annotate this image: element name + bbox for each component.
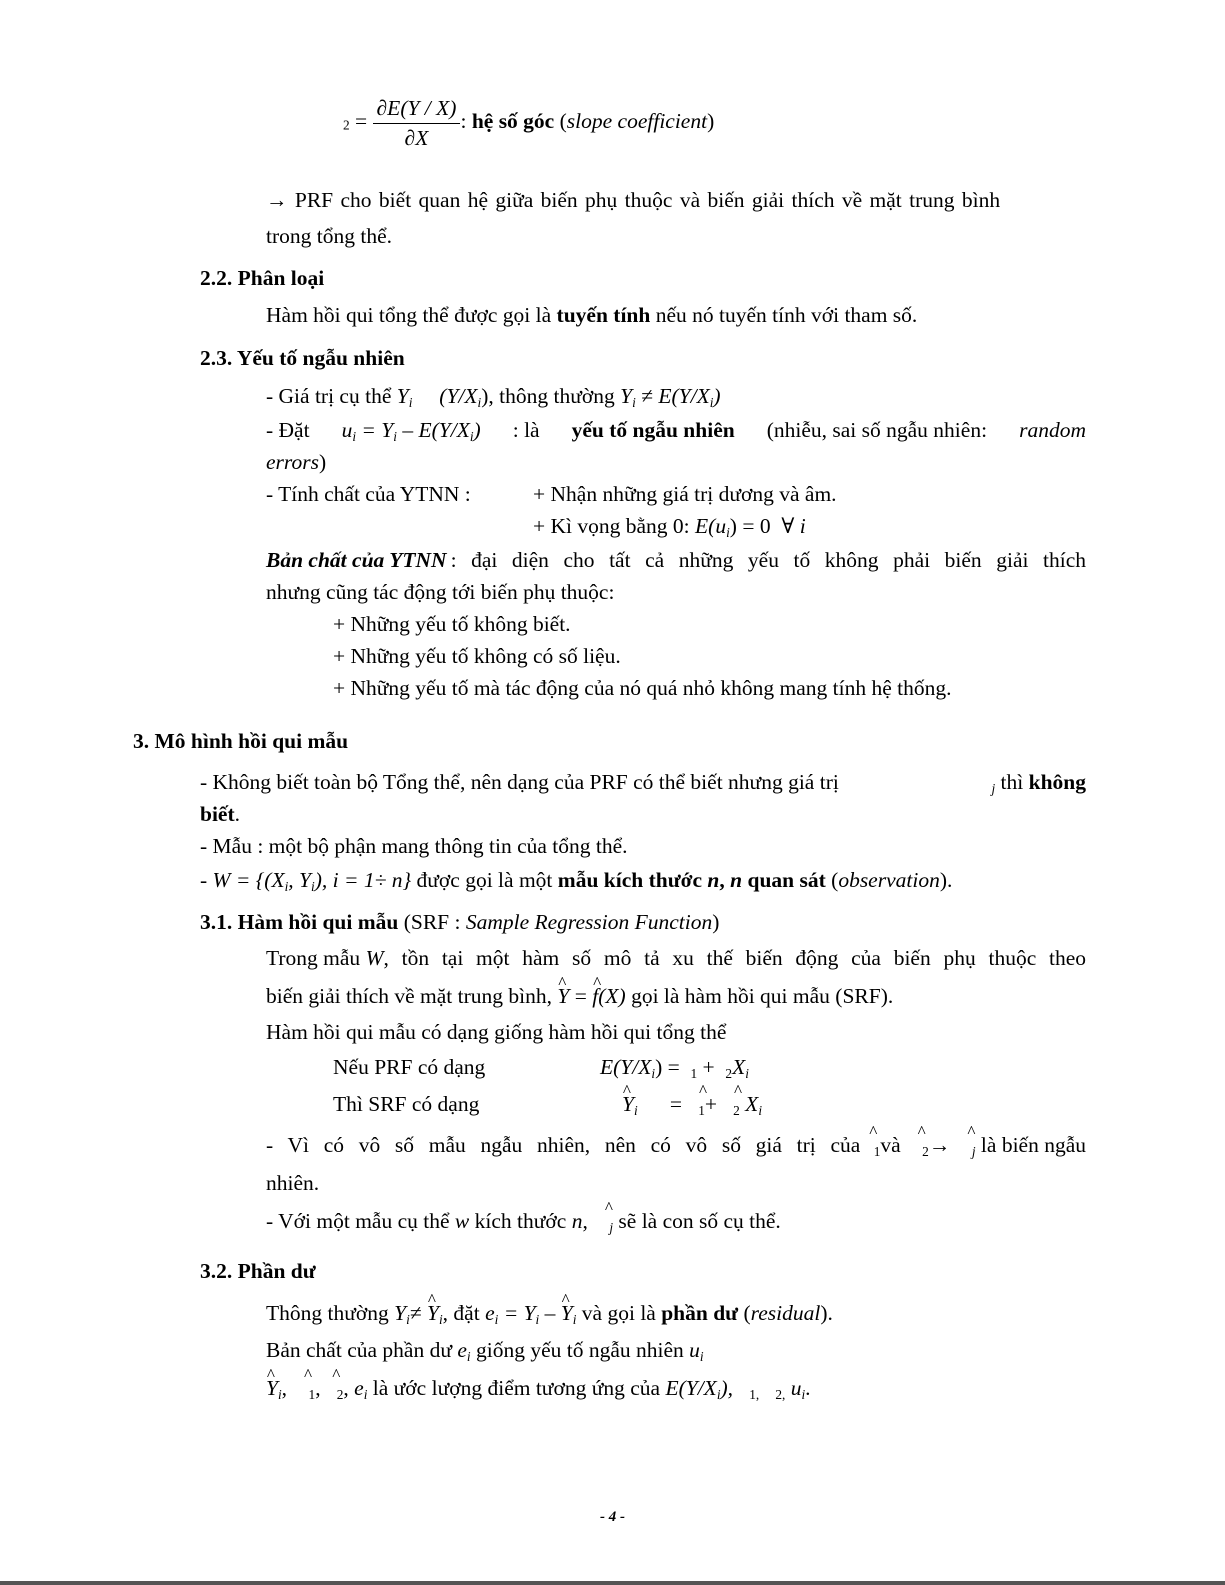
r1-sub3: i (632, 394, 636, 410)
prf-mid: ) = (655, 1055, 680, 1079)
res2-e: e (457, 1338, 467, 1362)
slope-formula (343, 96, 714, 150)
heading-3-2: 3.2. Phần dư (200, 1259, 316, 1283)
r3-close: ) (318, 450, 327, 474)
p4-pre: - Với một mẫu cụ thể (266, 1209, 450, 1233)
res2-sub1: i (466, 1348, 471, 1364)
srf-eq: = (669, 1092, 683, 1116)
s31-p1-line2 (266, 984, 893, 1009)
prf-b2: 2 (725, 1065, 733, 1081)
res-sub2: i (438, 1311, 443, 1327)
res-sub3: i (494, 1311, 499, 1327)
linear-def-post: nếu nó tuyến tính với tham số. (655, 303, 918, 327)
h31-bold: 3.1. Hàm hồi qui mẫu (200, 910, 399, 934)
r2-u: u (341, 418, 353, 442)
res3-text: là ước lượng điểm tương ứng của (372, 1376, 661, 1400)
s3-l1-tail (991, 770, 1086, 795)
res3-Eclose: ), (720, 1376, 734, 1400)
res-post: và gọi là (581, 1301, 656, 1325)
res-pre: Thông thường (266, 1301, 389, 1325)
s3-l2-dot: . (234, 802, 241, 826)
linear-definition (266, 303, 917, 328)
s31-arg: (X) (598, 984, 626, 1008)
s31-p3-pre: - Vì có vô số mẫu ngẫu nhiên, nên có vô số giá trị của (266, 1133, 861, 1157)
r1-end: ) (713, 384, 721, 408)
equals-sign: = (355, 109, 368, 134)
srf-form-label: Thì SRF có dạng (333, 1092, 480, 1116)
srf-sub: i (633, 1102, 638, 1118)
property-2 (533, 514, 806, 539)
res-eq: = Y (503, 1301, 536, 1325)
residual-line3 (266, 1376, 811, 1401)
linear-def-bold: tuyến tính (556, 303, 651, 327)
property-label: - Tính chất của YTNN : (266, 482, 471, 506)
res-open: ( (743, 1301, 751, 1325)
res3-c2: , (315, 1376, 321, 1400)
r2-minus: – E(Y/X (402, 418, 470, 442)
s3-l1-bold: không (1028, 770, 1086, 794)
res-Yhat: ^ Y (427, 1301, 439, 1326)
s31-p3-tail (868, 1133, 1086, 1158)
prf-sub2: i (745, 1065, 749, 1081)
r2-random: random (1019, 418, 1086, 442)
linear-def-pre: Hàm hồi qui tổng thể được gọi là (266, 303, 552, 327)
s3-l1-pre: - Không biết toàn bộ Tổng thể, nên dạng của PRF có thể biết nhưng giá trị (200, 770, 839, 794)
s3-l4-italic: observation (838, 868, 940, 892)
s3-l4-n: n (707, 868, 720, 892)
s3-sub2: i (311, 878, 315, 894)
p3-b2: 2 (922, 1143, 929, 1159)
s3-line4 (200, 868, 952, 893)
s31-p3-line2: nhiên. (266, 1171, 320, 1195)
res3-sub2: i (363, 1386, 368, 1402)
paren-close: ) (707, 109, 715, 134)
s31-l2-post: gọi là hàm hồi qui mẫu (SRF). (631, 984, 894, 1008)
s3-l4-text: được gọi là một (416, 868, 553, 892)
s3-j: j (991, 780, 996, 796)
p4-j: j (609, 1219, 614, 1235)
srf-b2: 2 (733, 1102, 740, 1118)
res-Yhat2: ^ Y (561, 1301, 573, 1326)
r1-sub2: i (477, 394, 482, 410)
beta-subscript: 2 (343, 117, 350, 133)
res3-b1: 1 (308, 1386, 316, 1402)
page-number: - 4 - (600, 1509, 625, 1525)
res3-c1: , (281, 1376, 288, 1400)
s3-l4-comma: , (719, 868, 725, 892)
r1-paren: (Y/X (439, 384, 478, 408)
res-mid: , đặt (442, 1301, 480, 1325)
srf-plus: + (704, 1092, 717, 1116)
res3-beta1: 1, (749, 1386, 760, 1402)
heading-2-3: 2.3. Yếu tố ngẫu nhiên (200, 346, 405, 370)
srf-X: X (745, 1092, 759, 1116)
prf-X: X (732, 1055, 746, 1079)
srf-Yhat: ^ Y (622, 1092, 634, 1117)
nature-line2: nhưng cũng tác động tới biến phụ thuộc: (266, 580, 615, 604)
s3-l2-bold: biết (200, 802, 235, 826)
colon: : (460, 109, 467, 134)
r2-close: ) (473, 418, 481, 442)
res-minus: – (544, 1301, 556, 1325)
res3-u: u (790, 1376, 802, 1400)
partial-derivative-fraction (373, 96, 461, 150)
res-Y: Y (394, 1301, 407, 1325)
s31-W: W (365, 946, 384, 970)
r1-mid: ), thông thường (481, 384, 615, 408)
prf-note-text: → PRF cho biết quan hệ giữa biến phụ thuộc và biến giải thích về mặt trung bình (266, 188, 1001, 212)
p2-formula: E(u (695, 514, 727, 538)
p3-b1: 1 (873, 1143, 881, 1159)
res-italic: residual (750, 1301, 821, 1325)
res-neq: ≠ (409, 1301, 422, 1325)
prf-plus: + (702, 1055, 715, 1079)
residual-line1 (266, 1301, 833, 1326)
s31-eq: = (574, 984, 587, 1008)
s31-fhat: ^ f (592, 984, 598, 1009)
s3-l4-bold: mẫu kích thước (557, 868, 703, 892)
p3-post: là biến ngẫu (980, 1133, 1086, 1157)
s3-l4-open: ( (831, 868, 839, 892)
prf-E: E(Y/X (600, 1055, 652, 1079)
s31-p3-line1 (266, 1133, 1086, 1158)
res2-sub2: i (699, 1348, 704, 1364)
s31-p1-l1 (266, 946, 383, 971)
s3-l4-n2: n (730, 868, 743, 892)
res2-u: u (689, 1338, 700, 1362)
r2-sub1: i (352, 428, 357, 444)
r1-pre: - Giá trị cụ thể (266, 384, 392, 408)
s31-pre: Trong mẫu (266, 946, 361, 970)
r3-errors: errors (266, 450, 319, 474)
residual-line2 (266, 1338, 704, 1363)
s3-l4-mid: , Y (288, 868, 312, 892)
p2-sub: i (726, 524, 730, 540)
res3-beta2-hat (331, 1376, 343, 1401)
r2-sub3: i (469, 428, 474, 444)
p3-and: và (880, 1133, 901, 1157)
srf-beta2-hat (733, 1092, 740, 1117)
res3-b2: 2 (336, 1386, 344, 1402)
res3-sub3: i (716, 1386, 721, 1402)
res-bold: phần dư (661, 1301, 739, 1325)
res3-sub1: i (277, 1386, 282, 1402)
s3-sub1: i (284, 878, 289, 894)
fraction-numerator: ∂E(Y / X) (373, 96, 461, 124)
res-e: e (485, 1301, 495, 1325)
s31-l2-pre: biến giải thích về mặt trung bình, (266, 984, 553, 1008)
s31-post: , tồn tại một hàm số mô tả xu thế biến động của biến phụ thuộc theo (383, 946, 1086, 970)
r1-neq-rest: ≠ E(Y/X (641, 384, 710, 408)
s31-p2: Hàm hồi qui mẫu có dạng giống hàm hồi qui tổng thể (266, 1020, 727, 1044)
s3-line2 (200, 802, 240, 827)
r1-sub4: i (709, 394, 714, 410)
r2-eq: = Y (361, 418, 394, 442)
random-line1 (266, 384, 721, 409)
s31-p4 (266, 1209, 781, 1234)
res3-c3: , (343, 1376, 349, 1400)
p2-i: i (799, 514, 806, 538)
res3-beta1-hat (303, 1376, 315, 1401)
r2-bold: yếu tố ngẫu nhiên (571, 418, 735, 442)
res3-end: . (805, 1376, 811, 1400)
r2-formula (342, 418, 481, 443)
p2-end: ) = 0 (729, 514, 771, 538)
bullet-3: + Những yếu tố mà tác động của nó quá nhỏ không mang tính hệ thống. (333, 676, 952, 700)
h31-close: ) (712, 910, 720, 934)
paren-open: ( (559, 109, 567, 134)
p4-betaj-hat (604, 1209, 613, 1234)
random-line3 (266, 450, 326, 475)
r2-is: : là (512, 418, 540, 442)
s3-l4-bold2: quan sát (747, 868, 826, 892)
res3-Yhat: ^ Y (266, 1376, 278, 1401)
bottom-border (0, 1581, 1225, 1585)
res-close: ). (820, 1301, 833, 1325)
r1-sub: i (408, 394, 413, 410)
fraction-denominator: ∂X (404, 125, 429, 150)
forall-symbol: ∀ (781, 514, 795, 538)
bullet-1: + Những yếu tố không biết. (333, 612, 571, 636)
p4-w: w (454, 1209, 470, 1233)
heading-3-1 (200, 910, 719, 935)
p3-beta1-hat (868, 1133, 880, 1158)
res-sub1: i (406, 1311, 410, 1327)
bullet-2: + Những yếu tố không có số liệu. (333, 644, 621, 668)
p3-beta2-hat (917, 1133, 929, 1158)
srf-beta1-hat (698, 1092, 705, 1117)
s31-p1-line1 (266, 946, 1086, 971)
srf-form-formula (622, 1092, 762, 1117)
p3-arrow: → (928, 1133, 951, 1157)
r1-Y: Y (396, 384, 409, 408)
slope-term: hệ số góc (471, 109, 555, 134)
p3-betaj-hat (966, 1133, 975, 1158)
s31-Yhat: ^ Y (557, 984, 569, 1009)
r2-post: (nhiễu, sai số ngẫu nhiên: (766, 418, 988, 442)
s3-l4-close: ). (939, 868, 953, 892)
res-sub4: i (535, 1311, 540, 1327)
nature-line1 (266, 548, 1086, 573)
prf-b1: 1 (690, 1065, 698, 1081)
p4-post: sẽ là con số cụ thể. (618, 1209, 781, 1233)
nature-label: Bản chất của YTNN (266, 548, 447, 572)
heading-2-2: 2.2. Phân loại (200, 266, 325, 290)
prf-note-line2: trong tổng thể. (266, 224, 392, 248)
p4-n: n (571, 1209, 583, 1233)
res3-e: e (354, 1376, 364, 1400)
random-line2 (266, 418, 1086, 443)
h31-paren: (SRF : (403, 910, 461, 934)
prf-form-formula (600, 1055, 749, 1080)
res3-E: E(Y/X (665, 1376, 717, 1400)
h31-italic: Sample Regression Function (465, 910, 713, 934)
property-1: + Nhận những giá trị dương và âm. (533, 482, 837, 506)
res2-pre: Bản chất của phần dư (266, 1338, 452, 1362)
heading-3: 3. Mô hình hồi qui mẫu (133, 729, 349, 753)
s3-l4-pre: - W = {(X (200, 868, 285, 892)
s3-line1 (200, 770, 1086, 795)
prf-form-label: Nếu PRF có dạng (333, 1055, 486, 1079)
prf-note-line1 (266, 188, 1086, 213)
p3-j: j (971, 1143, 976, 1159)
s3-l1-post: thì (1000, 770, 1024, 794)
res3-beta2: 2, (775, 1386, 786, 1402)
r1-neq-Y: Y (620, 384, 633, 408)
srf-b1: 1 (698, 1102, 705, 1118)
res-sub5: i (572, 1311, 577, 1327)
res3-sub4: i (801, 1386, 806, 1402)
p2-pre: + Kì vọng bằng 0: (533, 514, 690, 538)
s3-l4-mid2: ), i = 1÷ n} (314, 868, 412, 892)
prf-sub: i (651, 1065, 656, 1081)
srf-sub2: i (758, 1102, 763, 1118)
p4-mid: kích thước (474, 1209, 567, 1233)
res2-mid: giống yếu tố ngẫu nhiên (475, 1338, 684, 1362)
r2-sub2: i (393, 428, 397, 444)
r2-pre: - Đặt (266, 418, 310, 442)
s3-line3: - Mẫu : một bộ phận mang thông tin của tổng thể. (200, 834, 628, 858)
nature-text1: : đại diện cho tất cả những yếu tố không phải biến giải thích (450, 548, 1086, 572)
slope-term-english: slope coefficient (566, 109, 708, 134)
p4-comma: , (582, 1209, 588, 1233)
